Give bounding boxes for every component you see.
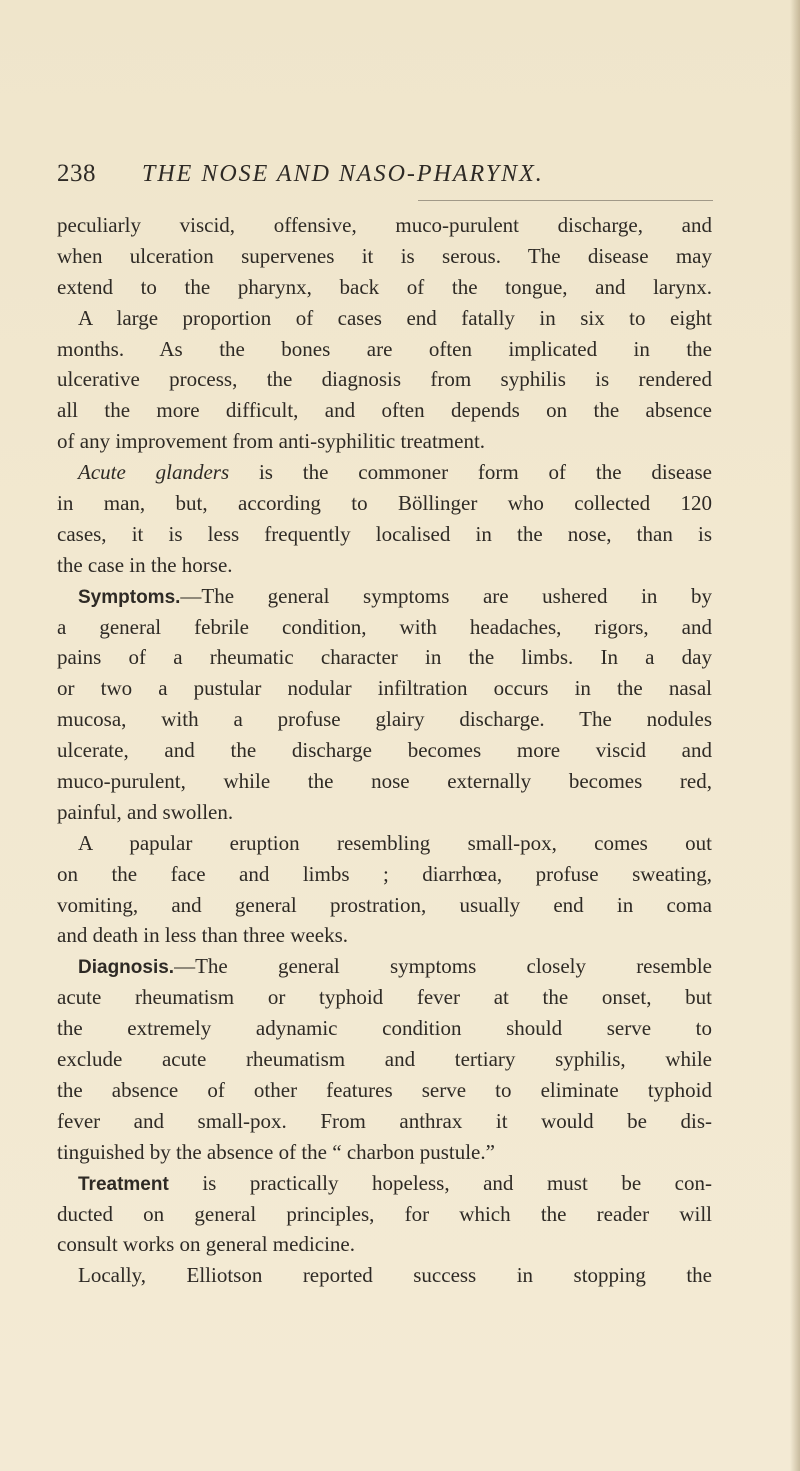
text-line [57,581,712,612]
text-line: or two a pustular nodular infiltration occurs in the nasal [57,676,712,701]
text-line: a general febrile condition, with headaches, rigors, and [57,614,712,639]
text-line: pains of a rheumatic character in the limbs. In a day [57,645,712,670]
body-text [57,210,712,1291]
text-line: all the more difficult, and often depends on the absence [57,398,712,423]
text-line: mucosa, with a profuse glairy discharge. The nodules [57,707,712,732]
text-line: the absence of other features serve to eliminate typhoid [57,1077,712,1102]
header-rule [418,200,713,201]
text-line: extend to the pharynx, back of the tongue, and larynx. [57,274,712,299]
text-line: on the face and limbs ; diarrhœa, profuse sweating, [57,861,712,886]
text-line: and death in less than three weeks. [57,923,348,948]
page-header [57,160,717,194]
section-heading-diagnosis: Diagnosis. [78,957,175,979]
text-line: peculiarly viscid, offensive, muco-purulent discharge, and [57,213,712,237]
section-heading-treatment: Treatment [78,1173,169,1195]
text-line: the extremely adynamic condition should serve to [57,1016,712,1041]
text-line: muco-purulent, while the nose externally becomes red, [57,769,712,794]
text-run: —The general symptoms closely resemble [174,954,712,979]
italic-term: Acute glanders [78,460,230,485]
text-run: is the commoner form of the disease [229,460,713,485]
page-edge-shadow [790,0,800,1471]
page-number: 238 [57,160,96,187]
text-line: A papular eruption resembling small-pox, comes out [78,830,712,855]
text-line: ulcerative process, the diagnosis from syphilis is rendered [57,367,712,392]
text-line: A large proportion of cases end fatally in six to eight [78,305,712,330]
running-head: THE NOSE AND NASO-PHARYNX. [142,161,544,187]
text-line [57,457,712,488]
text-line [57,951,712,982]
text-line: months. As the bones are often implicated in the [57,336,712,361]
text-line: ulcerate, and the discharge becomes more viscid and [57,738,712,763]
text-line: tinguished by the absence of the “ charbon pustule.” [57,1139,495,1164]
text-line: painful, and swollen. [57,799,234,824]
text-line [57,1168,712,1199]
text-line: cases, it is less frequently localised in the nose, than is [57,521,712,546]
text-line: Locally, Elliotson reported success in stopping the [78,1263,712,1288]
section-heading-symptoms: Symptoms. [78,586,181,608]
text-line: consult works on general medicine. [57,1232,355,1257]
text-line: exclude acute rheumatism and tertiary syphilis, while [57,1047,712,1072]
text-line: ducted on general principles, for which the reader will [57,1201,712,1226]
text-line: when ulceration supervenes it is serous. The disease may [57,243,712,268]
text-line: the case in the horse. [57,552,233,577]
text-line: in man, but, according to Böllinger who collected 120 [57,491,712,516]
text-run: is practically hopeless, and must be con- [168,1170,712,1195]
text-run: —The general symptoms are ushered in by [180,583,712,608]
text-line: fever and small-pox. From anthrax it would be dis- [57,1108,712,1133]
text-line: vomiting, and general prostration, usually end in coma [57,892,712,917]
text-line: acute rheumatism or typhoid fever at the onset, but [57,985,712,1010]
text-line: of any improvement from anti-syphilitic treatment. [57,429,486,454]
